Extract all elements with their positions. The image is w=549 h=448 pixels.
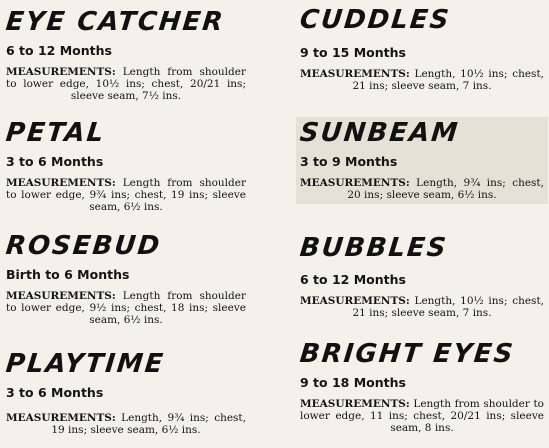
measurements (300, 68, 544, 92)
measurements (6, 412, 246, 436)
pattern-title: PETAL (4, 118, 107, 148)
measurements-label: MEASUREMENTS: (300, 398, 410, 410)
age-range: Birth to 6 Months (6, 267, 130, 282)
measurements (300, 398, 544, 434)
measurements-text: Length, 9¾ ins; chest, 19 ins; sleeve seam, 6½ ins. (51, 412, 246, 436)
pattern-title: PLAYTIME (4, 349, 167, 379)
pattern-title: CUDDLES (298, 5, 452, 35)
measurements-text: Length, 10½ ins; chest, 21 ins; sleeve seam, 7 ins. (352, 68, 544, 92)
measurements-label: MEASUREMENTS: (6, 290, 116, 302)
pattern-title: SUNBEAM (298, 118, 461, 148)
measurements-text: Length, 9¾ ins; chest, 20 ins; sleeve seam, 6½ ins. (347, 177, 544, 201)
age-range: 3 to 9 Months (300, 154, 398, 169)
age-range: 6 to 12 Months (6, 43, 112, 58)
measurements-label: MEASUREMENTS: (6, 66, 116, 78)
measurements-label: MEASUREMENTS: (300, 68, 410, 80)
measurements-text: Length from shoulder to lower edge, 10½ ins; chest, 20/21 ins; sleeve seam, 7½ ins. (6, 66, 246, 102)
measurements-text: Length, 10½ ins; chest, 21 ins; sleeve seam, 7 ins. (352, 295, 544, 319)
pattern-bubbles (300, 234, 544, 319)
age-range: 6 to 12 Months (300, 272, 406, 287)
age-range: 3 to 6 Months (6, 154, 104, 169)
pattern-petal (6, 119, 246, 213)
pattern-sunbeam (296, 117, 548, 204)
measurements-label: MEASUREMENTS: (6, 412, 116, 424)
pattern-title: BUBBLES (298, 233, 450, 263)
measurements-text: Length from shoulder to lower edge, 9¾ ins; chest, 19 ins; sleeve seam, 6½ ins. (6, 177, 246, 213)
measurements (300, 295, 544, 319)
age-range: 9 to 15 Months (300, 45, 406, 60)
measurements-label: MEASUREMENTS: (300, 177, 410, 189)
age-range: 9 to 18 Months (300, 375, 406, 390)
measurements-text: Length from shoulder to lower edge, 9½ ins; chest, 18 ins; sleeve seam, 6½ ins. (6, 290, 246, 326)
pattern-title: EYE CATCHER (4, 7, 227, 37)
pattern-title: BRIGHT EYES (298, 339, 517, 369)
pattern-title: ROSEBUD (4, 231, 163, 261)
measurements (6, 177, 246, 213)
pattern-playtime (6, 350, 246, 436)
pattern-bright-eyes (300, 340, 544, 434)
measurements-label: MEASUREMENTS: (6, 177, 116, 189)
measurements (300, 177, 544, 201)
pattern-eye-catcher (6, 8, 246, 102)
pattern-cuddles (300, 6, 544, 92)
measurements-label: MEASUREMENTS: (300, 295, 410, 307)
measurements (6, 66, 246, 102)
age-range: 3 to 6 Months (6, 385, 104, 400)
pattern-rosebud (6, 232, 246, 326)
measurements-text: Length from shoulder to lower edge, 11 ins; chest, 20/21 ins; sleeve seam, 8 ins. (300, 398, 545, 434)
measurements (6, 290, 246, 326)
